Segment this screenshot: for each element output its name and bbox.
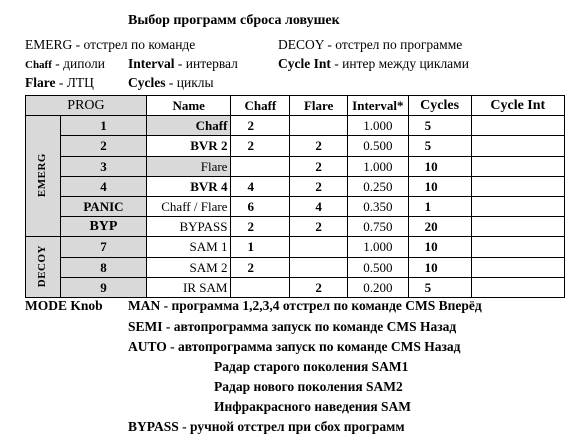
cell-cycle-int xyxy=(471,237,564,257)
legend-decoy-text: - отстрел по программе xyxy=(324,37,463,52)
table-row xyxy=(26,156,565,176)
cell-name: BYPASS xyxy=(146,217,231,237)
legend-chaff-text: - диполи xyxy=(51,56,105,71)
cell-name: Chaff / Flare xyxy=(146,196,231,216)
table-row xyxy=(26,237,565,257)
mode-bypass-text: - ручной отстрел при сбох программ xyxy=(178,419,405,434)
group-decoy xyxy=(26,237,61,298)
mode-semi xyxy=(128,320,456,334)
cell-interval: 0.500 xyxy=(348,136,409,156)
legend-cycle-int-text: - интер между циклами xyxy=(330,56,469,71)
table-row xyxy=(26,196,565,216)
cell-interval: 0.750 xyxy=(348,217,409,237)
cell-cycles: 5 xyxy=(408,136,471,156)
header-cycle-int: Cycle Int xyxy=(471,96,564,116)
legend-chaff-key: Chaff xyxy=(25,59,52,71)
page-title: Выбор программ сброса ловушек xyxy=(128,13,340,28)
cell-interval: 0.500 xyxy=(348,257,409,277)
header-name: Name xyxy=(146,96,231,116)
cell-cycles: 20 xyxy=(408,217,471,237)
cell-cycles: 10 xyxy=(408,156,471,176)
cell-cycle-int xyxy=(471,176,564,196)
legend-cycle-int-key: Cycle Int xyxy=(278,56,331,71)
cell-cycles: 10 xyxy=(408,257,471,277)
cell-flare: 2 xyxy=(290,277,348,297)
legend-emerg-key: EMERG xyxy=(25,37,73,52)
cell-chaff: 2 xyxy=(231,136,290,156)
table-row xyxy=(26,116,565,136)
cell-cycle-int xyxy=(471,136,564,156)
header-cycles: Cycles xyxy=(408,96,471,116)
cell-chaff: 2 xyxy=(231,116,290,136)
cell-cycles: 10 xyxy=(408,176,471,196)
legend-interval-key: Interval xyxy=(128,56,175,71)
table-row xyxy=(26,176,565,196)
cell-interval: 1.000 xyxy=(348,237,409,257)
cell-flare xyxy=(290,116,348,136)
cell-cycle-int xyxy=(471,217,564,237)
cell-cycles: 5 xyxy=(408,116,471,136)
cell-cycles: 10 xyxy=(408,237,471,257)
legend-flare-key: Flare xyxy=(25,75,56,90)
cell-cycle-int xyxy=(471,156,564,176)
group-decoy-label: DECOY xyxy=(36,244,49,288)
mode-man xyxy=(128,299,482,313)
group-emerg-label: EMERG xyxy=(36,153,49,198)
cell-flare: 2 xyxy=(290,176,348,196)
cell-chaff: 2 xyxy=(231,257,290,277)
mode-man-key: MAN xyxy=(128,298,161,313)
cell-cycles: 5 xyxy=(408,277,471,297)
table-row xyxy=(26,136,565,156)
table-row xyxy=(26,217,565,237)
cell-flare xyxy=(290,237,348,257)
cell-flare: 2 xyxy=(290,156,348,176)
cell-cycle-int xyxy=(471,257,564,277)
legend-flare-text: - ЛТЦ xyxy=(55,75,94,90)
cell-name: SAM 1 xyxy=(146,237,231,257)
cell-name: Chaff xyxy=(146,116,231,136)
cell-interval: 1.000 xyxy=(348,156,409,176)
group-emerg xyxy=(26,116,61,237)
cell-prog: 3 xyxy=(60,156,146,176)
cell-interval: 0.250 xyxy=(348,176,409,196)
legend-flare xyxy=(25,76,94,90)
cell-interval: 0.350 xyxy=(348,196,409,216)
cell-chaff xyxy=(231,156,290,176)
legend-emerg xyxy=(25,38,195,52)
legend-interval xyxy=(128,57,238,71)
program-table xyxy=(25,95,565,298)
cell-name: Flare xyxy=(146,156,231,176)
cell-interval: 0.200 xyxy=(348,277,409,297)
cell-chaff: 2 xyxy=(231,217,290,237)
cell-prog: 4 xyxy=(60,176,146,196)
cell-prog: 1 xyxy=(60,116,146,136)
header-chaff: Chaff xyxy=(231,96,290,116)
mode-ir: Инфракрасного наведения SAM xyxy=(214,399,412,414)
cell-name: IR SAM xyxy=(146,277,231,297)
cell-flare: 2 xyxy=(290,136,348,156)
cell-prog: 9 xyxy=(60,277,146,297)
cell-cycle-int xyxy=(471,116,564,136)
cell-cycle-int xyxy=(471,196,564,216)
cell-name: BVR 2 xyxy=(146,136,231,156)
cell-prog: PANIC xyxy=(60,196,146,216)
cell-chaff xyxy=(231,277,290,297)
mode-auto xyxy=(128,340,460,354)
cell-cycle-int xyxy=(471,277,564,297)
mode-radar-new: Радар нового поколения SAM2 xyxy=(214,379,403,394)
cell-name: SAM 2 xyxy=(146,257,231,277)
cell-flare: 2 xyxy=(290,217,348,237)
legend-interval-text: - интервал xyxy=(174,56,238,71)
cell-chaff: 6 xyxy=(231,196,290,216)
cell-prog: 8 xyxy=(60,257,146,277)
legend-cycles-text: - циклы xyxy=(165,75,214,90)
cell-flare: 4 xyxy=(290,196,348,216)
table-header-row xyxy=(26,96,565,116)
header-interval: Interval* xyxy=(348,96,409,116)
cell-cycles: 1 xyxy=(408,196,471,216)
mode-semi-key: SEMI xyxy=(128,319,163,334)
legend-emerg-text: - отстрел по команде xyxy=(72,37,196,52)
mode-bypass-key: BYPASS xyxy=(128,419,179,434)
mode-auto-text: - автопрограмма запуск по команде CMS Назад xyxy=(166,339,461,354)
legend-cycles-key: Cycles xyxy=(128,75,166,90)
mode-radar-old: Радар старого поколения SAM1 xyxy=(214,359,409,374)
cell-chaff: 4 xyxy=(231,176,290,196)
mode-man-text: - программа 1,2,3,4 отстрел по команде CMS Вперёд xyxy=(160,298,482,313)
cell-chaff: 1 xyxy=(231,237,290,257)
header-flare: Flare xyxy=(290,96,348,116)
legend-decoy-key: DECOY xyxy=(278,37,324,52)
mode-auto-key: AUTO xyxy=(128,339,167,354)
cell-prog: BYP xyxy=(60,217,146,237)
cell-flare xyxy=(290,257,348,277)
mode-bypass xyxy=(128,420,405,434)
mode-semi-text: - автопрограмма запуск по команде CMS Назад xyxy=(162,319,457,334)
legend-cycles xyxy=(128,76,214,90)
header-prog: PROG xyxy=(26,96,147,116)
table-row xyxy=(26,257,565,277)
legend-cycle-int xyxy=(278,57,469,71)
cell-interval: 1.000 xyxy=(348,116,409,136)
cell-prog: 7 xyxy=(60,237,146,257)
cell-prog: 2 xyxy=(60,136,146,156)
legend-chaff xyxy=(25,57,105,71)
cell-name: BVR 4 xyxy=(146,176,231,196)
mode-knob-label: MODE Knob xyxy=(25,298,103,313)
table-row xyxy=(26,277,565,297)
legend-decoy xyxy=(278,38,462,52)
